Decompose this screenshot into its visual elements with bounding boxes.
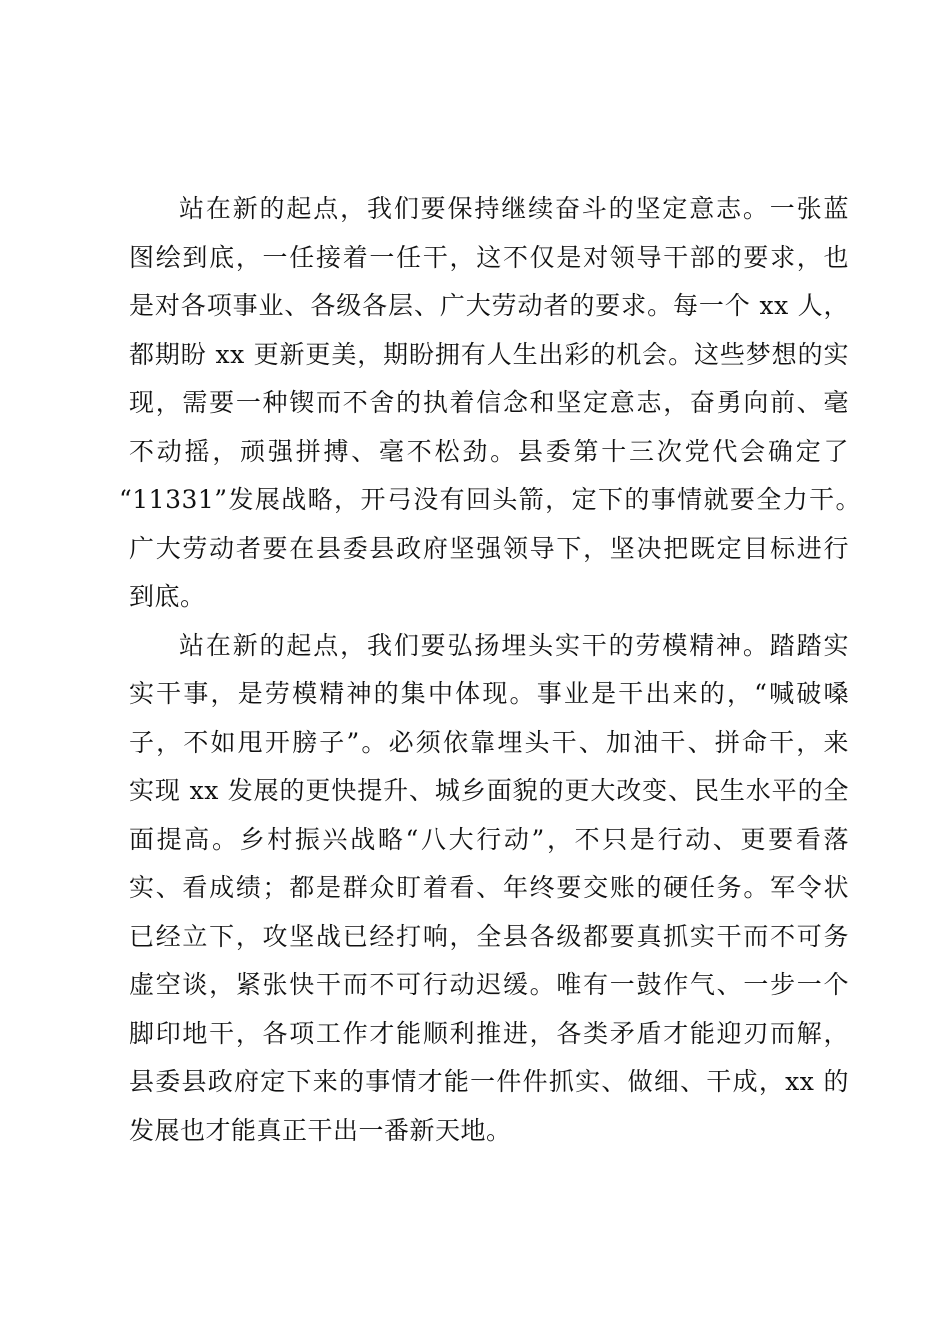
text-line: 到底。 [129, 582, 206, 611]
text-line: 已经立下，攻坚战已经打响，全县各级都要真抓实干而不可务 [129, 921, 849, 951]
text-line: 实干事，是劳模精神的集中体现。事业是干出来的，“喊破嗓 [129, 679, 849, 708]
text-line: 不动摇，顽强拼搏、毫不松劲。县委第十三次党代会确定了 [129, 436, 849, 466]
text-line: 都期盼 xx 更新更美，期盼拥有人生出彩的机会。这些梦想的实 [129, 339, 849, 369]
text-line: 县委县政府定下来的事情才能一件件抓实、做细、干成，xx 的 [129, 1067, 849, 1096]
text-line: 图绘到底，一任接着一任干，这不仅是对领导干部的要求，也 [129, 242, 849, 272]
text-line: 现，需要一种锲而不舍的执着信念和坚定意志，奋勇向前、毫 [129, 388, 849, 417]
text-line: 实、看成绩；都是群众盯着看、年终要交账的硬任务。军令状 [129, 873, 849, 902]
paragraph-2 [129, 622, 849, 1156]
document-body [119, 185, 861, 1155]
text-line: 是对各项事业、各级各层、广大劳动者的要求。每一个 xx 人， [129, 291, 849, 320]
paragraph-1 [119, 185, 861, 622]
text-line: 站在新的起点，我们要保持继续奋斗的坚定意志。一张蓝 [179, 194, 849, 223]
text-line: 虚空谈，紧张快干而不可行动迟缓。唯有一鼓作气、一步一个 [129, 970, 849, 999]
text-line: 子，不如甩开膀子”。必须依靠埋头干、加油干、拼命干，来 [129, 727, 849, 757]
text-line: 广大劳动者要在县委县政府坚强领导下，坚决把既定目标进行 [129, 533, 849, 563]
text-line: 实现 xx 发展的更快提升、城乡面貌的更大改变、民生水平的全 [129, 776, 849, 805]
text-line: 发展也才能真正干出一番新天地。 [129, 1115, 512, 1145]
text-line: “11331”发展战略，开弓没有回头箭，定下的事情就要全力干。 [119, 485, 861, 514]
text-line: 站在新的起点，我们要弘扬埋头实干的劳模精神。踏踏实 [179, 630, 849, 660]
text-line: 脚印地干，各项工作才能顺利推进，各类矛盾才能迎刃而解， [129, 1018, 849, 1048]
text-line: 面提高。乡村振兴战略“八大行动”，不只是行动、更要看落 [129, 824, 849, 854]
